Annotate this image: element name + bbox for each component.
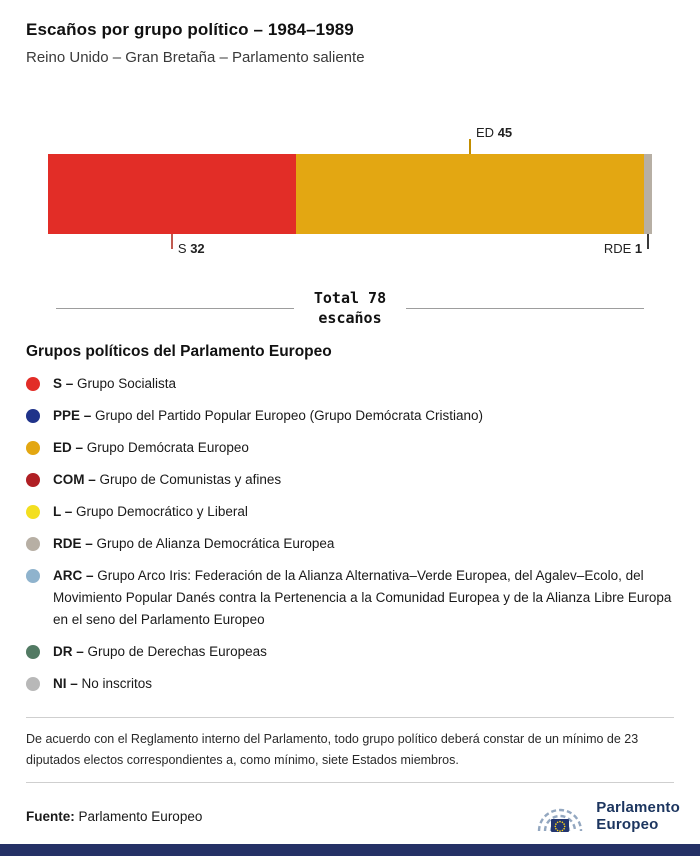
- legend-item-code: S –: [53, 375, 78, 391]
- legend-color-dot: [26, 505, 40, 519]
- bar-callout-text-ED: ED 45: [476, 125, 513, 140]
- bar-tick-RDE: [647, 234, 649, 249]
- legend-item-text: [53, 469, 281, 491]
- legend-list: [26, 373, 674, 695]
- legend-item-code: ARC –: [53, 567, 98, 583]
- stacked-bar: [48, 154, 652, 234]
- legend-item-code: L –: [53, 503, 77, 519]
- total-seats-line2: escaños: [318, 309, 382, 328]
- legend-color-dot: [26, 409, 40, 423]
- logo-line1: Parlamento: [596, 798, 680, 816]
- legend-color-dot: [26, 645, 40, 659]
- legend-item-desc: Grupo Arco Iris: Federación de la Alianza Alternativa–Verde Europea, del Agalev–Ecolo, del Movimiento Popular Danés contra la Pertenencia a la Comunidad Europea y de la Alianza Libre Europa en el seno del Parlamento Europeo: [53, 567, 672, 627]
- legend-item-text: [53, 501, 248, 523]
- bar-segment-ED: [296, 154, 644, 234]
- european-parliament-logo: [533, 796, 680, 836]
- bottom-brand-bar: [0, 844, 700, 856]
- bar-segment-RDE: [644, 154, 652, 234]
- bar-labels-below: [48, 234, 652, 264]
- footer: [26, 796, 680, 836]
- source-line: [26, 809, 202, 824]
- hemicycle-icon: [533, 796, 587, 836]
- legend-item-desc: Grupo de Alianza Democrática Europea: [96, 535, 335, 551]
- bar-labels-above: [48, 124, 652, 154]
- legend-item-code: COM –: [53, 471, 100, 487]
- legend-item: [26, 673, 674, 695]
- legend-item-text: [53, 565, 674, 631]
- logo-line2: Europeo: [596, 816, 659, 833]
- legend-color-dot: [26, 441, 40, 455]
- seats-chart: [48, 124, 652, 264]
- legend-color-dot: [26, 677, 40, 691]
- legend-color-dot: [26, 473, 40, 487]
- legend-heading: Grupos políticos del Parlamento Europeo: [26, 342, 332, 360]
- legend-item: [26, 533, 674, 555]
- legend-item-desc: No inscritos: [81, 675, 153, 691]
- legend-item-desc: Grupo de Comunistas y afines: [99, 471, 282, 487]
- legend-item-text: [53, 437, 249, 459]
- legend-item-code: NI –: [53, 675, 82, 691]
- legend-item-text: [53, 373, 176, 395]
- legend-item-desc: Grupo de Derechas Europeas: [87, 643, 267, 659]
- legend-item-desc: Grupo Socialista: [77, 375, 177, 391]
- divider-line-left: [56, 308, 294, 309]
- legend-item-text: [53, 533, 334, 555]
- footnote: De acuerdo con el Reglamento interno del Parlamento, todo grupo político deberá constar de un mínimo de 23 diputados electos correspondientes a, como mínimo, siete Estados miembros.: [26, 717, 674, 784]
- legend-item: [26, 565, 674, 631]
- legend-item-code: RDE –: [53, 535, 97, 551]
- legend-color-dot: [26, 377, 40, 391]
- source-text: Parlamento Europeo: [78, 808, 203, 824]
- legend-item: [26, 469, 674, 491]
- legend-item-text: [53, 405, 483, 427]
- legend-item-desc: Grupo Demócrata Europeo: [86, 439, 249, 455]
- page-title: Escaños por grupo político – 1984–1989: [26, 20, 354, 39]
- legend-item: [26, 501, 674, 523]
- legend-item-code: DR –: [53, 643, 88, 659]
- legend-item-code: PPE –: [53, 407, 96, 423]
- legend-color-dot: [26, 537, 40, 551]
- header: [0, 0, 700, 66]
- legend-item-desc: Grupo Democrático y Liberal: [76, 503, 248, 519]
- legend-item-text: [53, 673, 152, 695]
- bar-tick-S: [171, 234, 173, 249]
- legend-item: [26, 373, 674, 395]
- total-divider: [56, 288, 644, 329]
- logo-wordmark: [596, 799, 680, 834]
- bar-callout-text-S: S 32: [177, 241, 205, 256]
- legend-item-text: [53, 641, 267, 663]
- legend-item: [26, 641, 674, 663]
- legend-item-code: ED –: [53, 439, 87, 455]
- divider-line-right: [406, 308, 644, 309]
- source-label: Fuente:: [26, 808, 75, 824]
- legend-item-desc: Grupo del Partido Popular Europeo (Grupo Demócrata Cristiano): [95, 407, 483, 423]
- legend-color-dot: [26, 569, 40, 583]
- total-seats-line1: Total 78: [313, 289, 387, 307]
- legend: [0, 329, 700, 695]
- legend-item: [26, 405, 674, 427]
- legend-item: [26, 437, 674, 459]
- bar-tick-ED: [469, 139, 471, 154]
- bar-segment-S: [48, 154, 296, 234]
- page-subtitle: Reino Unido – Gran Bretaña – Parlamento saliente: [26, 49, 365, 66]
- total-seats-label: [314, 288, 386, 329]
- bar-callout-text-RDE: RDE 1: [603, 241, 643, 256]
